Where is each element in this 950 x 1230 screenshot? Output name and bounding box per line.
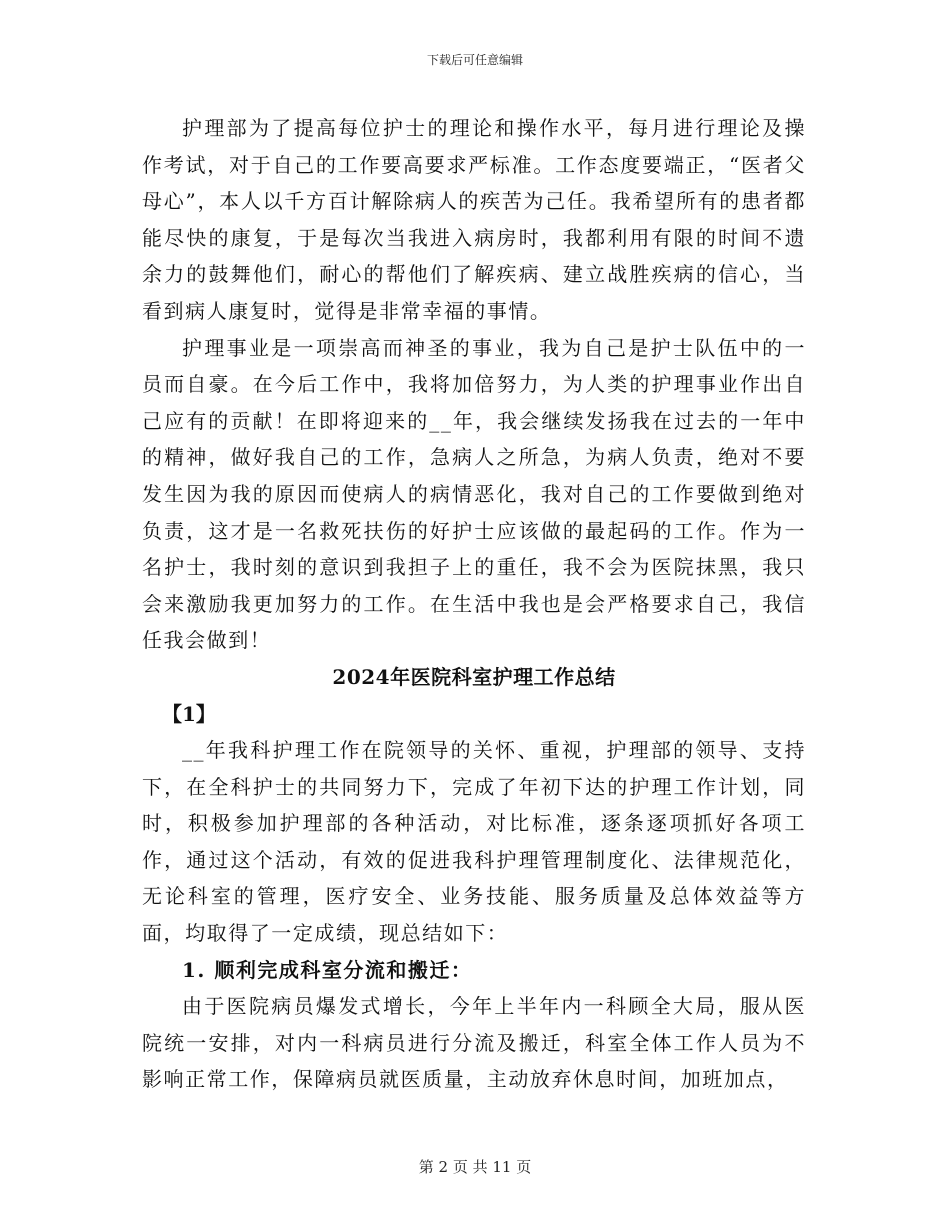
paragraph-2: 护理事业是一项崇高而神圣的事业，我为自己是护士队伍中的一员而自豪。在今后工作中，我将加倍努力，为人类的护理事业作出自己应有的贡献！在即将迎来的__年，我会继续发扬我在过去的一年中的精神，做好我自己的工作，急病人之所急，为病人负责，绝对不要发生因为我的原因而使病人的病情恶化，我对自己的工作要做到绝对负责，这才是一名救死扶伤的好护士应该做的最起码的工作。作为一名护士，我时刻的意识到我担子上的重任，我不会为医院抹黑，我只会来激励我更加努力的工作。在生活中我也是会严格要求自己，我信任我会做到！ <box>142 335 806 653</box>
section-number: 【1】 <box>162 701 216 726</box>
section-title: 2024年医院科室护理工作总结 <box>332 664 616 689</box>
paragraph-3: __年我科护理工作在院领导的关怀、重视，护理部的领导、支持下，在全科护士的共同努力下，完成了年初下达的护理工作计划，同时，积极参加护理部的各种活动，对比标准，逐条逐项抓好各项工作，通过这个活动，有效的促进我科护理管理制度化、法律规范化，无论科室的管理，医疗安全、业务技能、服务质量及总体效益等方面，均取得了一定成绩，现总结如下： <box>142 738 806 946</box>
subheading-1: 1. 顺利完成科室分流和搬迁： <box>182 957 473 982</box>
paragraph-4: 由于医院病员爆发式增长，今年上半年内一科顾全大局，服从医院统一安排，对内一科病员进行分流及搬迁，科室全体工作人员为不影响正常工作，保障病员就医质量，主动放弃休息时间，加班加点， <box>142 994 806 1092</box>
page-header-note: 下载后可任意编辑 <box>426 53 523 67</box>
paragraph-1: 护理部为了提高每位护士的理论和操作水平，每月进行理论及操作考试，对于自己的工作要高要求严标准。工作态度要端正，“医者父母心”，本人以千方百计解除病人的疾苦为己任。我希望所有的患者都能尽快的康复，于是每次当我进入病房时，我都利用有限的时间不遗余力的鼓舞他们，耐心的帮他们了解疾病、建立战胜疾病的信心，当看到病人康复时，觉得是非常幸福的事情。 <box>142 116 806 323</box>
document-body <box>142 110 806 1098</box>
page-footer-number: 第 2 页 共 11 页 <box>418 1158 532 1176</box>
